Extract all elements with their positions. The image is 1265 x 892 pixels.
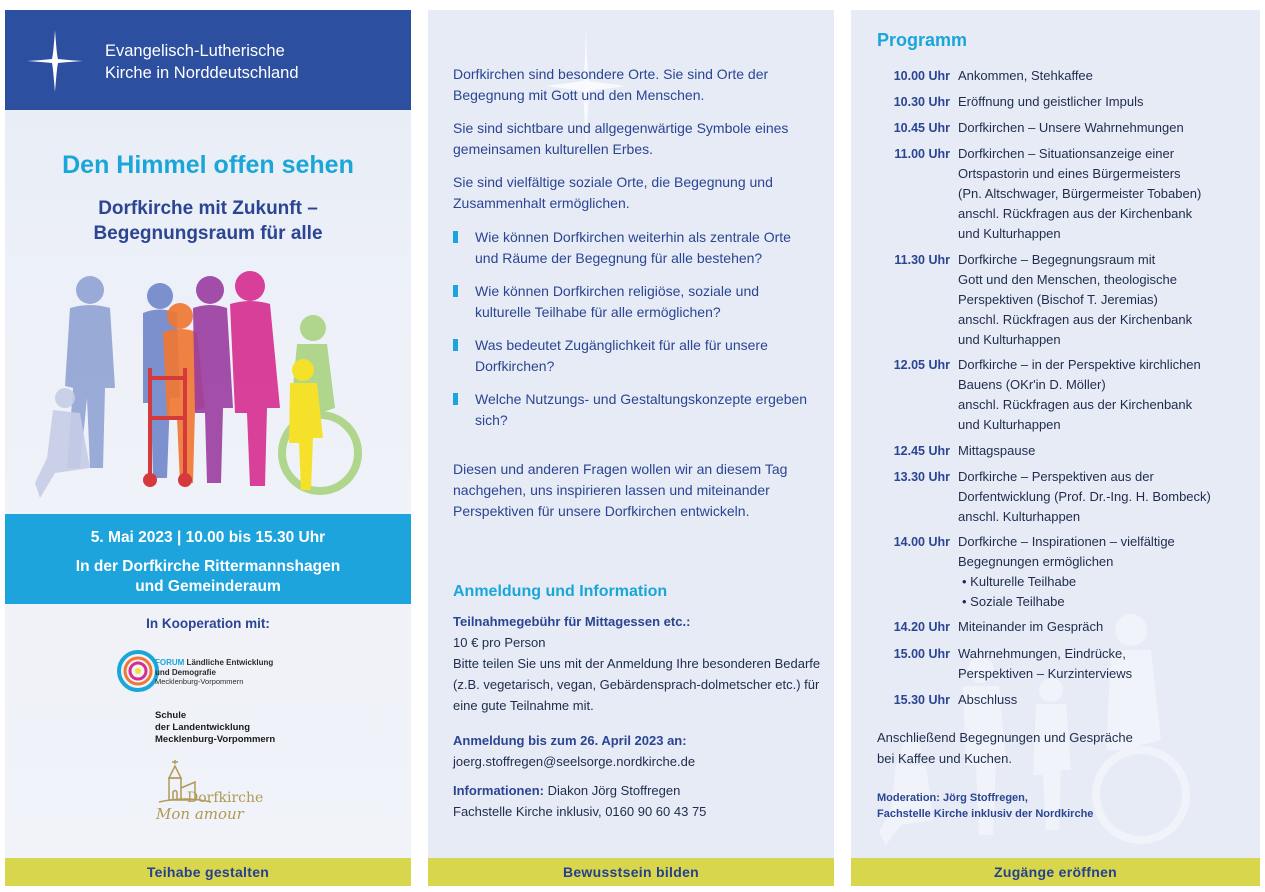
event-place (5, 557, 411, 597)
question-list (453, 227, 813, 443)
registration-email[interactable]: joerg.stoffregen@seelsorge.nordkirche.de (453, 754, 696, 769)
moderation-line2: Fachstelle Kirche inklusiv der Nordkirche (877, 808, 1094, 820)
moderation-line1: Moderation: Jörg Stoffregen, (877, 792, 1028, 804)
program-line: Dorfkirchen – Unsere Wahrnehmungen (958, 120, 1184, 135)
footer-bar: Zugänge eröffnen (851, 858, 1260, 886)
program-row (877, 467, 1247, 527)
program-line: anschl. Kulturhappen (958, 509, 1081, 524)
schule-line2: der Landentwicklung (155, 722, 251, 733)
program-description (958, 617, 1247, 637)
program-line: und Kulturhappen (958, 226, 1061, 241)
question-text: Wie können Dorfkirchen weiterhin als zentrale Orte und Räume der Begegnung für alle bestehen? (475, 229, 791, 266)
registration-label: Anmeldung bis zum 26. April 2023 an: (453, 733, 687, 748)
org-name-line2: Kirche in Norddeutschland (105, 64, 299, 82)
bullet-icon (453, 393, 458, 405)
program-time: 10.30 Uhr (893, 95, 950, 109)
program-line: Perspektiven (Bischof T. Jeremias) (958, 292, 1158, 307)
forum-line2: und Demografie (155, 667, 216, 677)
contact-block (453, 780, 823, 822)
event-place-line1: In der Dorfkirche Rittermannshagen (75, 558, 341, 575)
closing-line1: Anschließend Begegnungen und Gespräche (877, 730, 1133, 745)
program-time: 11.30 Uhr (894, 253, 950, 267)
program-line: Dorfkirche – Begegnungsraum mit (958, 252, 1156, 267)
cover-subtitle (5, 196, 411, 246)
cover-subtitle-line1: Dorfkirche mit Zukunft – (98, 198, 318, 219)
program-description (958, 644, 1247, 684)
cover-title: Den Himmel offen sehen (62, 151, 354, 179)
program-time: 12.05 Uhr (893, 358, 950, 372)
program-line: und Kulturhappen (958, 332, 1061, 347)
cover-subtitle-line2: Begegnungsraum für alle (93, 223, 323, 244)
schule-line1: Schule (155, 710, 187, 721)
program-line: • Kulturelle Teilhabe (962, 574, 1077, 589)
question-text: Was bedeutet Zugänglichkeit für alle für unsere Dorfkirchen? (475, 337, 768, 374)
intro-paragraph-3: Sie sind vielfältige soziale Orte, die Begegnung und Zusammenhalt ermöglichen. (453, 174, 773, 211)
list-item (453, 227, 813, 269)
program-time: 13.30 Uhr (893, 470, 950, 484)
org-name-line1: Evangelisch-Lutherische (105, 42, 285, 60)
program-row (877, 250, 1247, 350)
program-line: Dorfkirche – Perspektiven aus der (958, 469, 1154, 484)
dorfkirche-logo-line1: Dorfkirche (187, 790, 264, 806)
org-header (5, 10, 411, 110)
closing-line2: bei Kaffee und Kuchen. (877, 751, 1012, 766)
program-time: 15.30 Uhr (893, 693, 950, 707)
program-line: Wahrnehmungen, Eindrücke, (958, 646, 1126, 661)
question-text: Welche Nutzungs- und Gestaltungskonzepte ergeben sich? (475, 391, 808, 428)
program-time: 12.45 Uhr (893, 444, 950, 458)
event-place-line2: und Gemeinderaum (135, 578, 281, 595)
program-time: 10.00 Uhr (893, 69, 950, 83)
footer-bar: Teihabe gestalten (5, 858, 411, 886)
program-line: Bauens (OKr'in D. Möller) (958, 377, 1106, 392)
intro-paragraph-2: Sie sind sichtbare und allgegenwärtige Symbole eines gemeinsamen kulturellen Erbes. (453, 120, 789, 157)
flyer-program-panel (851, 10, 1260, 886)
program-description (958, 355, 1247, 435)
program-description (958, 118, 1247, 138)
question-text: Wie können Dorfkirchen religiöse, soziale und kulturelle Teilhabe für alle ermöglichen? (475, 283, 760, 320)
list-item (453, 335, 813, 377)
forum-line1: Ländliche Entwicklung (184, 658, 274, 667)
program-row (877, 66, 1247, 86)
program-description (958, 532, 1247, 612)
registration-block (453, 730, 823, 772)
bullet-icon (453, 231, 458, 243)
registration-heading: Anmeldung und Information (453, 583, 668, 600)
program-line: Ortspastorin und eines Bürgermeisters (958, 166, 1181, 181)
program-row (877, 532, 1247, 612)
program-description (958, 66, 1247, 86)
program-time: 10.45 Uhr (893, 121, 950, 135)
program-description (958, 441, 1247, 461)
flyer-cover-panel (5, 10, 411, 886)
contact-name: Diakon Jörg Stoffregen (544, 783, 681, 798)
program-description (958, 144, 1247, 244)
program-line: Begegnungen ermöglichen (958, 554, 1114, 569)
fee-block (453, 611, 823, 716)
contact-details: Fachstelle Kirche inklusiv, 0160 90 60 43 75 (453, 804, 707, 819)
schule-logo-text (155, 710, 275, 746)
people-silhouettes-illustration (35, 268, 375, 508)
program-line: Gott und den Menschen, theologische (958, 272, 1177, 287)
program-line: und Kulturhappen (958, 417, 1061, 432)
event-info-band (5, 514, 411, 604)
program-line: Abschluss (958, 692, 1018, 707)
event-date: 5. Mai 2023 | 10.00 bis 15.30 Uhr (90, 529, 326, 546)
list-item (453, 389, 813, 431)
program-row (877, 144, 1247, 244)
program-time: 11.00 Uhr (894, 147, 950, 161)
closing-text (877, 727, 1217, 769)
flyer-info-panel (428, 10, 834, 886)
org-name (105, 40, 299, 84)
fee-label: Teilnahmegebühr für Mittagessen etc.: (453, 614, 691, 629)
program-line: Dorfkirche – Inspirationen – vielfältige (958, 534, 1175, 549)
program-description (958, 250, 1247, 350)
forum-logo-text (155, 658, 273, 687)
program-line: Ankommen, Stehkaffee (958, 68, 1093, 83)
intro-paragraph-1: Dorfkirchen sind besondere Orte. Sie sind Orte der Begegnung mit Gott und den Menschen. (453, 66, 769, 103)
program-line: anschl. Rückfragen aus der Kirchenbank (958, 397, 1193, 412)
program-title: Programm (877, 30, 968, 50)
program-line: Dorfentwicklung (Prof. Dr.-Ing. H. Bombeck) (958, 489, 1211, 504)
schule-line3: Mecklenburg-Vorpommern (155, 734, 276, 745)
list-item (453, 281, 813, 323)
bullet-icon (453, 285, 458, 297)
program-line: • Soziale Teilhabe (962, 594, 1065, 609)
program-row (877, 441, 1247, 461)
fee-note: Bitte teilen Sie uns mit der Anmeldung Ihre besonderen Bedarfe (z.B. vegetarisch, vegan, Gebärdensprach-dolmetscher etc.) für eine gute Teilnahme mit. (453, 656, 821, 713)
program-line: Dorfkirchen – Situationsanzeige einer (958, 146, 1175, 161)
dorfkirche-logo-line2: Mon amour (156, 805, 244, 823)
bullet-icon (453, 339, 458, 351)
fee-value: 10 € pro Person (453, 635, 546, 650)
forum-word: FORUM (155, 658, 185, 667)
program-row (877, 644, 1247, 684)
outro-paragraph: Diesen und anderen Fragen wollen wir an diesem Tag nachgehen, uns inspirieren lassen und miteinander Perspektiven für unsere Dorfkirchen entwickeln. (453, 461, 788, 519)
program-description (958, 92, 1247, 112)
program-line: Perspektiven – Kurzinterviews (958, 666, 1133, 681)
forum-line3: Mecklenburg-Vorpommern (155, 677, 244, 686)
program-line: Dorfkirche – in der Perspektive kirchlichen (958, 357, 1201, 372)
program-description (958, 467, 1247, 527)
program-line: anschl. Rückfragen aus der Kirchenbank (958, 206, 1193, 221)
cross-icon (27, 30, 83, 92)
program-line: Miteinander im Gespräch (958, 619, 1104, 634)
program-row (877, 690, 1247, 710)
program-line: Eröffnung und geistlicher Impuls (958, 94, 1144, 109)
footer-bar: Bewusstsein bilden (428, 858, 834, 886)
program-row (877, 118, 1247, 138)
program-time: 14.20 Uhr (893, 620, 950, 634)
program-line: anschl. Rückfragen aus der Kirchenbank (958, 312, 1193, 327)
program-row (877, 355, 1247, 435)
program-time: 14.00 Uhr (893, 535, 950, 549)
cooperation-label: In Kooperation mit: (146, 616, 270, 631)
program-line: Mittagspause (958, 443, 1036, 458)
program-description (958, 690, 1247, 710)
program-line: (Pn. Altschwager, Bürgermeister Tobaben) (958, 186, 1202, 201)
moderation-text (877, 790, 1093, 822)
program-row (877, 617, 1247, 637)
contact-label: Informationen: (453, 783, 544, 798)
program-row (877, 92, 1247, 112)
program-time: 15.00 Uhr (893, 647, 950, 661)
